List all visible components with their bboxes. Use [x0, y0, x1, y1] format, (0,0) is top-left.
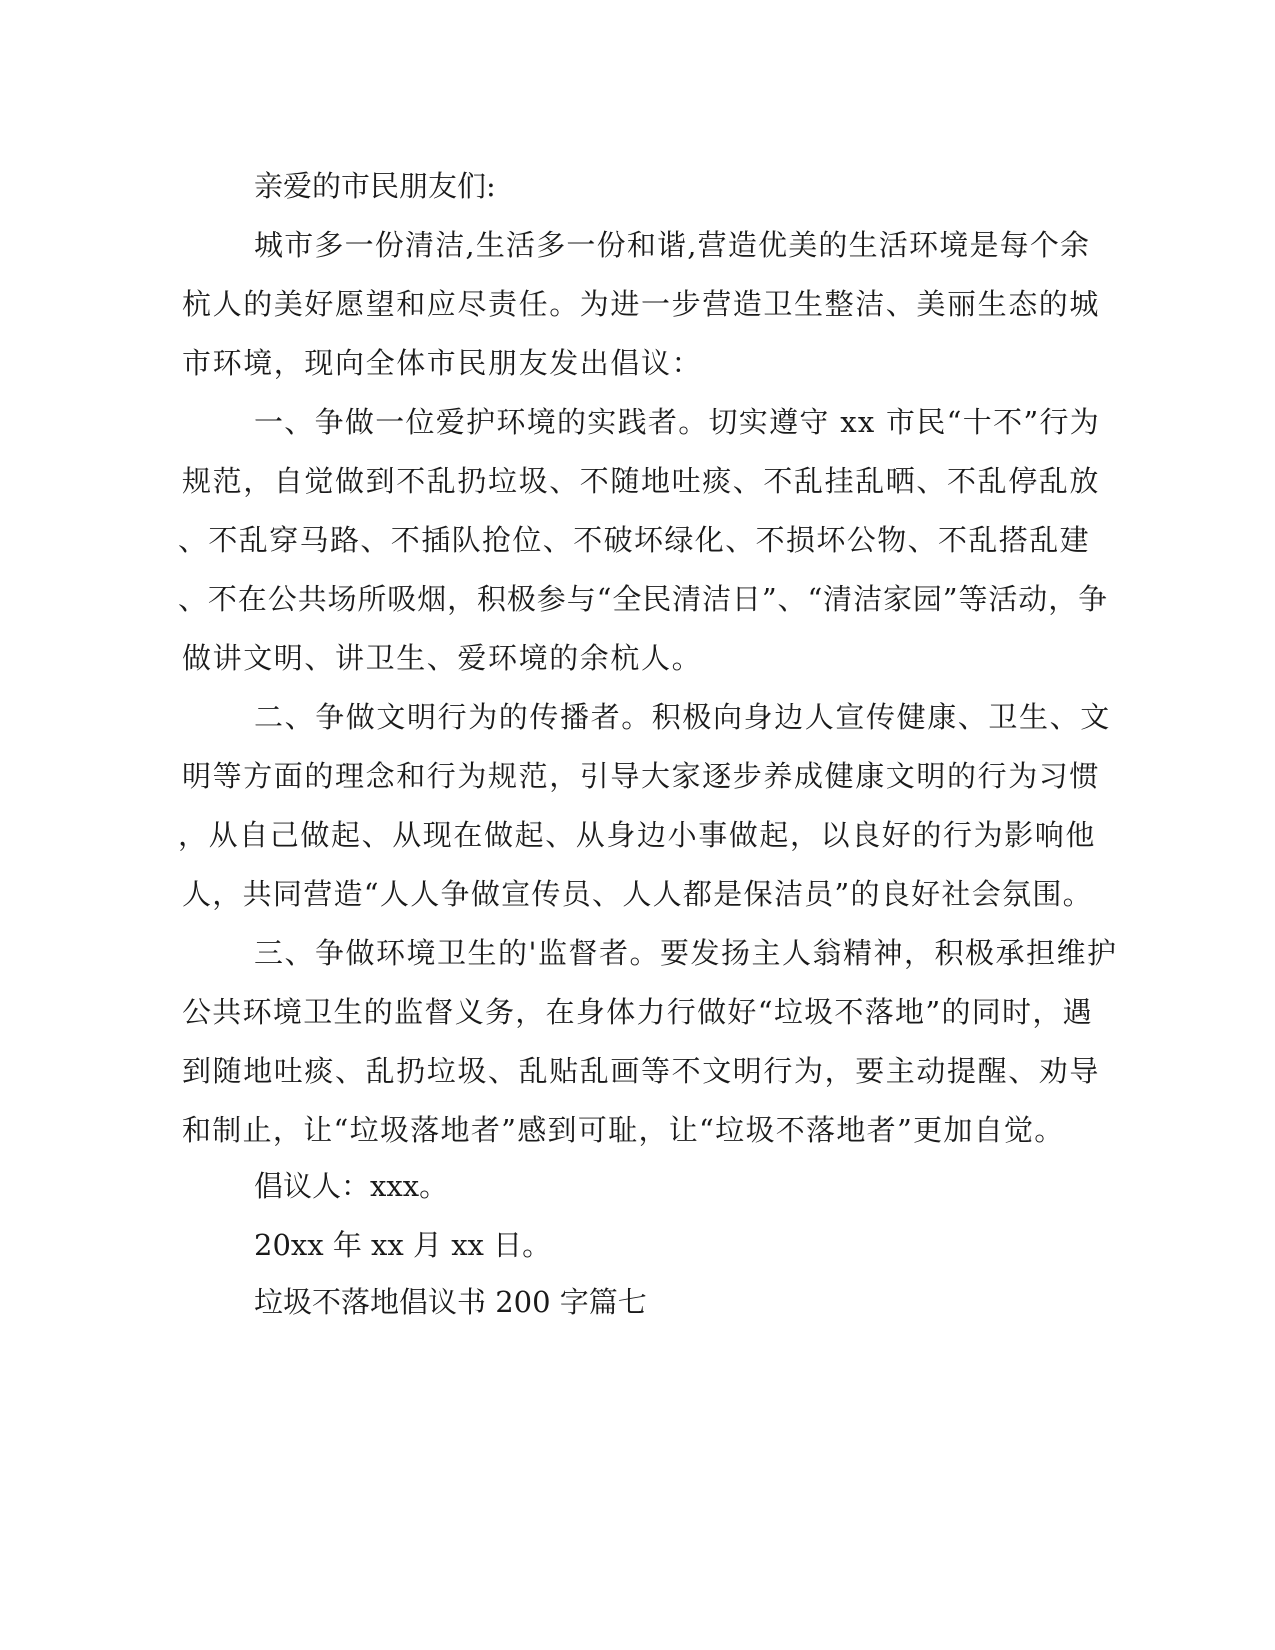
point1-line-5: 做讲文明、讲卫生、爱环境的余杭人。	[182, 641, 703, 675]
next-section-title: 垃圾不落地倡议书 200 字篇七	[254, 1285, 647, 1319]
point3-line-4: 和制止，让“垃圾落地者”感到可耻，让“垃圾不落地者”更加自觉。	[182, 1113, 1065, 1147]
signer: 倡议人：xxx。	[254, 1169, 449, 1203]
point3-line-2: 公共环境卫生的监督义务，在身体力行做好“垃圾不落地”的同时，遇	[182, 995, 1093, 1029]
point3-line-3: 到随地吐痰、乱扔垃圾、乱贴乱画等不文明行为，要主动提醒、劝导	[182, 1054, 1101, 1088]
greeting: 亲爱的市民朋友们:	[254, 169, 496, 203]
date: 20xx 年 xx 月 xx 日。	[254, 1228, 552, 1262]
point2-line-4: 人，共同营造“人人争做宣传员、人人都是保洁员”的良好社会氛围。	[182, 877, 1093, 911]
intro-line-3: 市环境，现向全体市民朋友发出倡议：	[182, 346, 703, 380]
point3-line-1: 三、争做环境卫生的'监督者。要发扬主人翁精神，积极承担维护	[254, 936, 1118, 970]
point1-line-1: 一、争做一位爱护环境的实践者。切实遵守 xx 市民“十不”行为	[254, 405, 1101, 439]
intro-line-2: 杭人的美好愿望和应尽责任。为进一步营造卫生整洁、美丽生态的城	[182, 287, 1101, 321]
point1-line-4: 、不在公共场所吸烟，积极参与“全民清洁日”、“清洁家园”等活动，争	[178, 582, 1109, 616]
point2-line-3: ，从自己做起、从现在做起、从身边小事做起，以良好的行为影响他	[178, 818, 1097, 852]
point2-line-2: 明等方面的理念和行为规范，引导大家逐步养成健康文明的行为习惯	[182, 759, 1101, 793]
intro-line-1: 城市多一份清洁,生活多一份和谐,营造优美的生活环境是每个余	[254, 228, 1091, 262]
point1-line-3: 、不乱穿马路、不插队抢位、不破坏绿化、不损坏公物、不乱搭乱建	[178, 523, 1091, 557]
point2-line-1: 二、争做文明行为的传播者。积极向身边人宣传健康、卫生、文	[254, 700, 1111, 734]
point1-line-2: 规范，自觉做到不乱扔垃圾、不随地吐痰、不乱挂乱晒、不乱停乱放	[182, 464, 1101, 498]
